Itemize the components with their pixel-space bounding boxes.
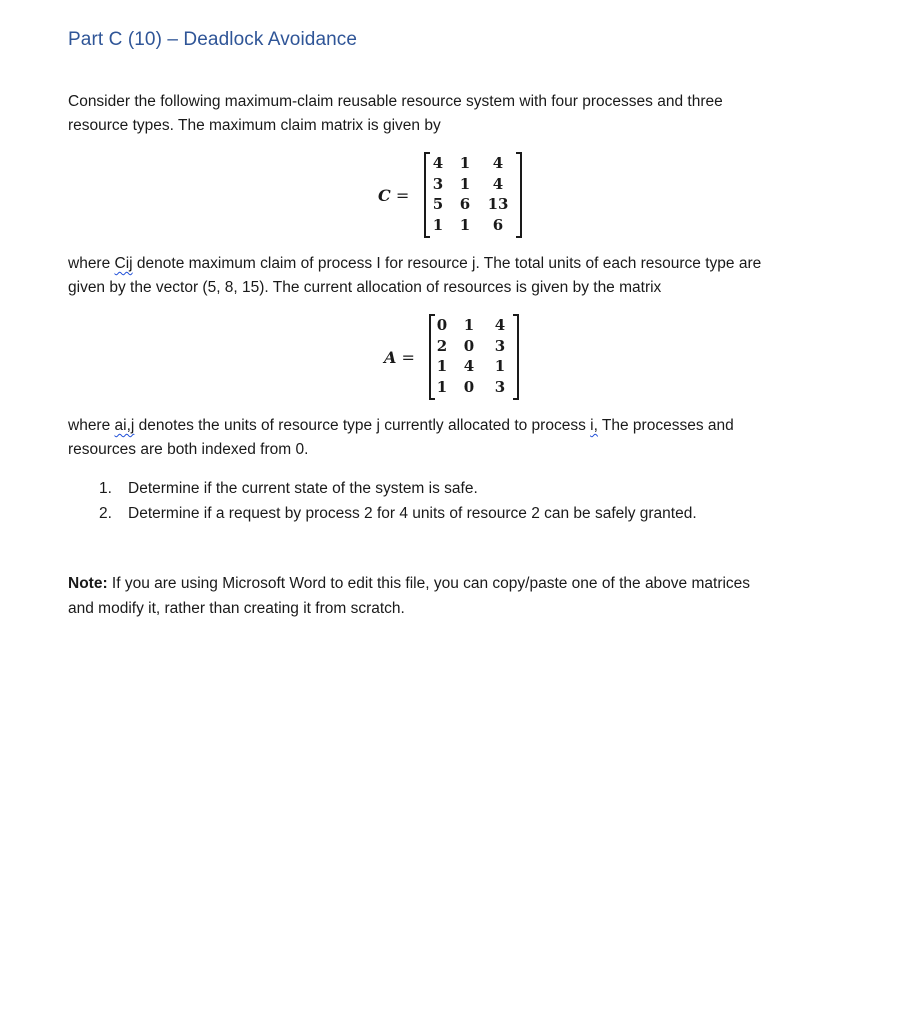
claim-symbol-cij: Cij — [114, 255, 133, 272]
question-list — [99, 477, 697, 526]
allocation-matrix-cell: 4 — [494, 316, 506, 335]
alloc-desc-line-2: resources are both indexed from 0. — [68, 441, 309, 458]
allocation-matrix-cell: 1 — [463, 316, 475, 335]
allocation-matrix-cell: 1 — [436, 357, 448, 376]
max-claim-matrix-cell: 4 — [492, 154, 504, 173]
max-claim-matrix-cell: 3 — [432, 174, 444, 193]
note-paragraph — [68, 572, 858, 621]
max-claim-matrix-cell: 4 — [432, 154, 444, 173]
question-text: Determine if a request by process 2 for 4 units of resource 2 can be safely granted. — [128, 504, 697, 522]
max-claim-matrix-row — [426, 153, 520, 174]
alloc-symbol-i: i, — [590, 417, 598, 434]
allocation-matrix-cell: 3 — [494, 336, 506, 355]
note-line-2: and modify it, rather than creating it from scratch. — [68, 599, 405, 617]
claim-description-paragraph — [68, 252, 858, 300]
note-line-1: If you are using Microsoft Word to edit this file, you can copy/paste one of the above matrices — [107, 575, 751, 592]
alloc-symbol-aij: ai,j — [114, 417, 135, 434]
allocation-matrix-row — [431, 315, 517, 336]
max-claim-matrix-cell: 6 — [492, 215, 504, 234]
intro-line-1: Consider the following maximum-claim reusable resource system with four processes and three — [68, 93, 723, 110]
allocation-matrix-cell: 4 — [463, 357, 475, 376]
allocation-matrix-cell: 0 — [463, 377, 475, 396]
max-claim-matrix-row — [426, 174, 520, 195]
max-claim-matrix-row — [426, 194, 520, 215]
max-claim-matrix-cell: 1 — [432, 215, 444, 234]
max-claim-matrix-cell: 1 — [459, 154, 471, 173]
allocation-matrix-row — [431, 336, 517, 357]
list-item — [99, 477, 697, 502]
intro-line-2: resource types. The maximum claim matrix is given by — [68, 117, 441, 134]
max-claim-matrix-cell: 5 — [432, 195, 444, 214]
intro-paragraph — [68, 90, 848, 138]
list-item — [99, 502, 697, 527]
claim-desc-before: where — [68, 255, 115, 272]
allocation-matrix — [429, 314, 519, 400]
max-claim-matrix-cell: 1 — [459, 215, 471, 234]
alloc-desc-mid: denotes the units of resource type j currently allocated to process — [134, 417, 591, 434]
matrix-c-label — [378, 186, 409, 205]
matrix-c-var: C — [378, 186, 391, 205]
note-label: Note: — [68, 575, 108, 592]
section-heading: Part C (10) – Deadlock Avoidance — [68, 29, 358, 50]
alloc-desc-before: where — [68, 417, 115, 434]
matrix-a-eq: = — [396, 348, 415, 367]
allocation-matrix-cell: 1 — [436, 377, 448, 396]
max-claim-matrix-row — [426, 215, 520, 236]
claim-desc-line-2: given by the vector (5, 8, 15). The current allocation of resources is given by the matrix — [68, 279, 662, 296]
question-number: 1. — [99, 480, 112, 497]
allocation-matrix-row — [431, 377, 517, 398]
max-claim-matrix-cell: 4 — [492, 174, 504, 193]
allocation-matrix-cell: 3 — [494, 377, 506, 396]
max-claim-matrix-cell: 13 — [487, 195, 509, 214]
allocation-matrix-cell: 0 — [436, 316, 448, 335]
question-text: Determine if the current state of the system is safe. — [128, 480, 478, 497]
allocation-matrix-cell: 1 — [494, 357, 506, 376]
max-claim-matrix-cell: 1 — [459, 174, 471, 193]
alloc-desc-after: The processes and — [597, 417, 734, 434]
question-number: 2. — [99, 504, 112, 522]
allocation-matrix-cell: 2 — [436, 336, 448, 355]
claim-desc-after: denote maximum claim of process I for resource j. The total units of each resource type are — [132, 255, 762, 272]
matrix-a-var: A — [384, 348, 397, 367]
matrix-a-label — [384, 348, 415, 367]
max-claim-matrix — [424, 152, 522, 238]
max-claim-matrix-cell: 6 — [459, 195, 471, 214]
allocation-matrix-row — [431, 356, 517, 377]
allocation-matrix-cell: 0 — [463, 336, 475, 355]
allocation-description-paragraph — [68, 414, 858, 462]
matrix-c-eq: = — [390, 186, 410, 205]
